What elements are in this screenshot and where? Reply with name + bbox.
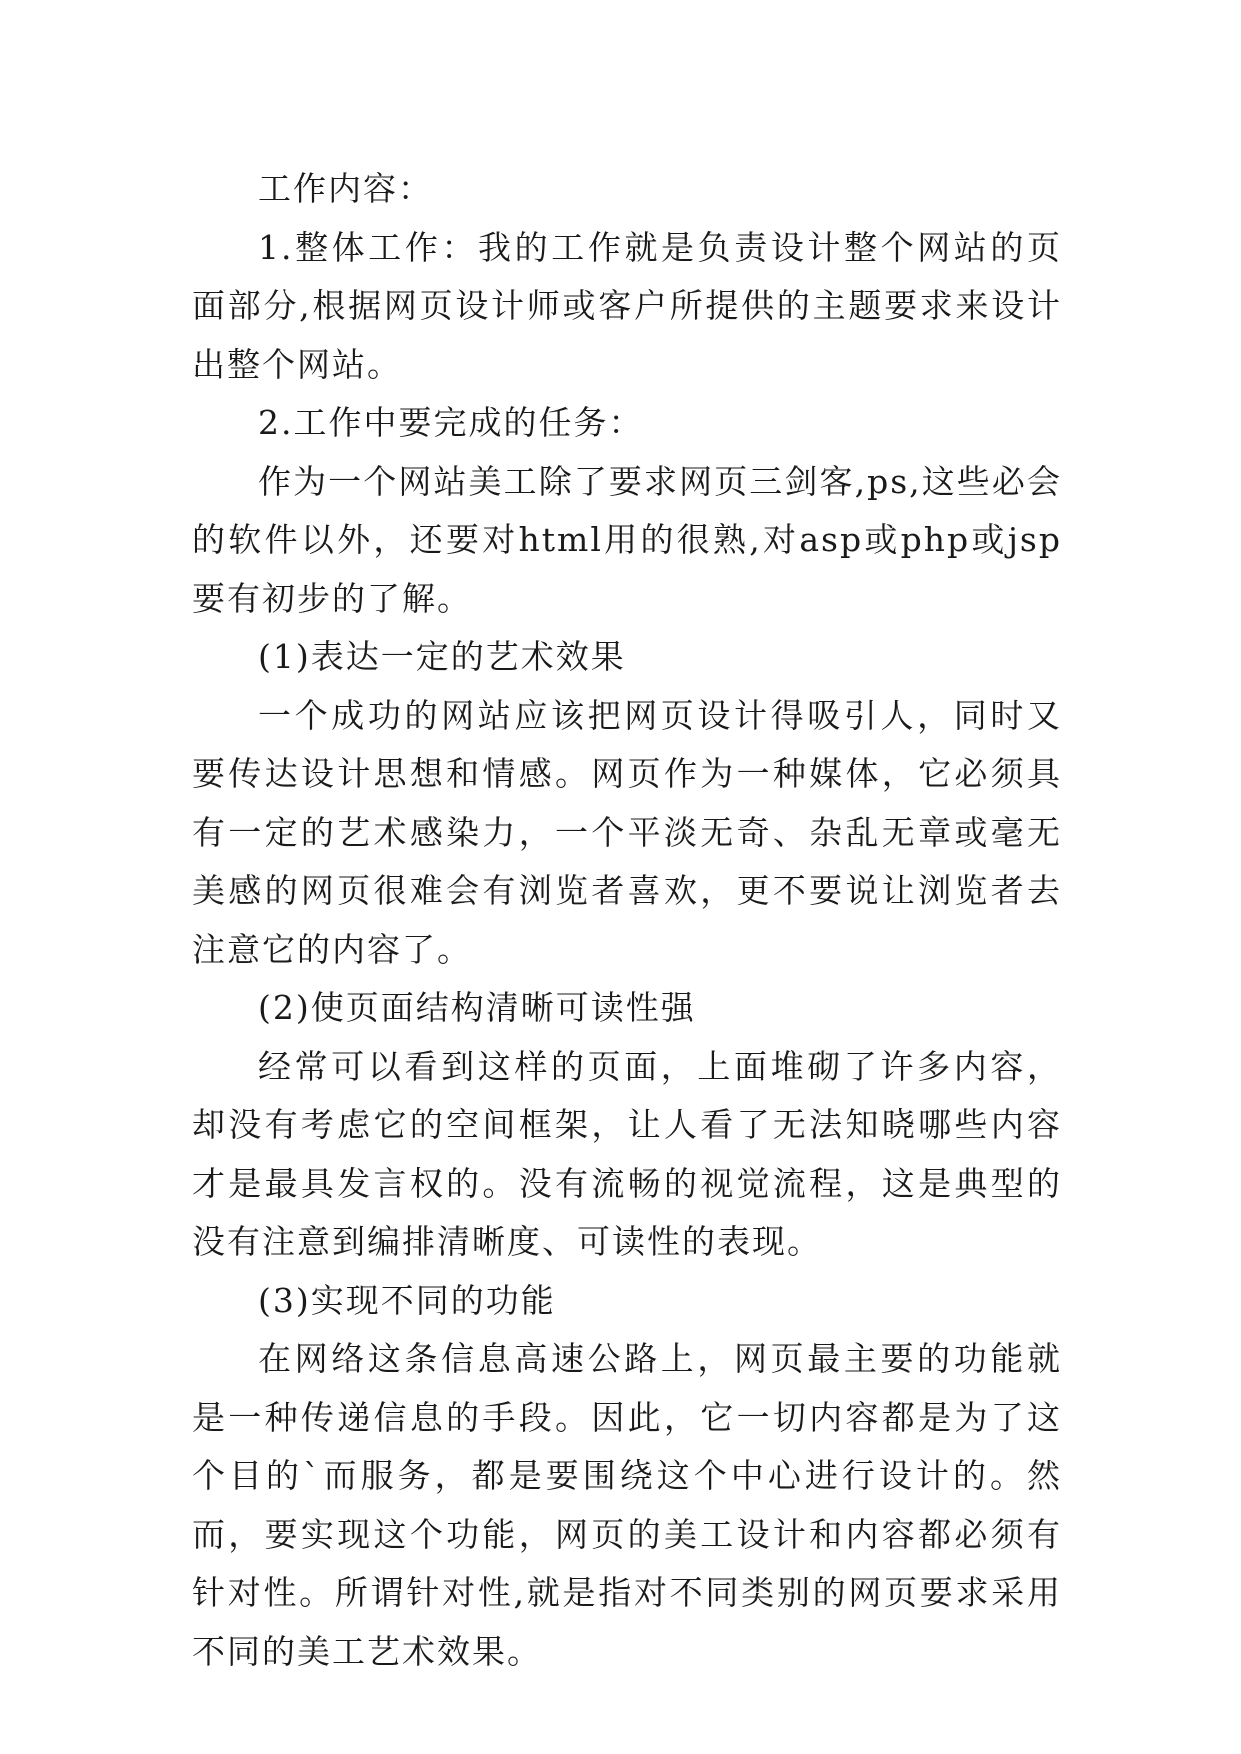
- paragraph-overall-work: 1.整体工作：我的工作就是负责设计整个网站的页面部分,根据网页设计师或客户所提供的主题要求来设计出整个网站。: [192, 227, 1062, 384]
- paragraph-functions: 在网络这条信息高速公路上，网页最主要的功能就是一种传递信息的手段。因此，它一切内容都是为了这个目的`而服务，都是要围绕这个中心进行设计的。然而，要实现这个功能，网页的美工设计和内容都必须有针对性。所谓针对性,就是指对不同类别的网页要求采用不同的美工艺术效果。: [192, 1339, 1062, 1671]
- section-heading-tasks: 2.工作中要完成的任务：: [258, 403, 644, 442]
- section-heading-work-content: 工作内容：: [258, 169, 433, 208]
- paragraph-skills: 作为一个网站美工除了要求网页三剑客,ps,这些必会的软件以外，还要对html用的很熟,对asp或php或jsp要有初步的了解。: [192, 461, 1062, 618]
- paragraph-artistic-effect: 一个成功的网站应该把网页设计得吸引人，同时又要传达设计思想和情感。网页作为一种媒体，它必须具有一定的艺术感染力，一个平淡无奇、杂乱无章或毫无美感的网页很难会有浏览者喜欢，更不要说让浏览者去注意它的内容了。: [192, 695, 1062, 969]
- paragraph-clear-structure: 经常可以看到这样的页面，上面堆砌了许多内容，却没有考虑它的空间框架，让人看了无法知晓哪些内容才是最具发言权的。没有流畅的视觉流程，这是典型的没有注意到编排清晰度、可读性的表现。: [192, 1046, 1062, 1261]
- subheading-clear-structure: (2)使页面结构清晰可读性强: [258, 988, 696, 1027]
- body-text: [192, 160, 1062, 1681]
- subheading-functions: (3)实现不同的功能: [258, 1280, 556, 1320]
- subheading-artistic-effect: (1)表达一定的艺术效果: [258, 637, 626, 676]
